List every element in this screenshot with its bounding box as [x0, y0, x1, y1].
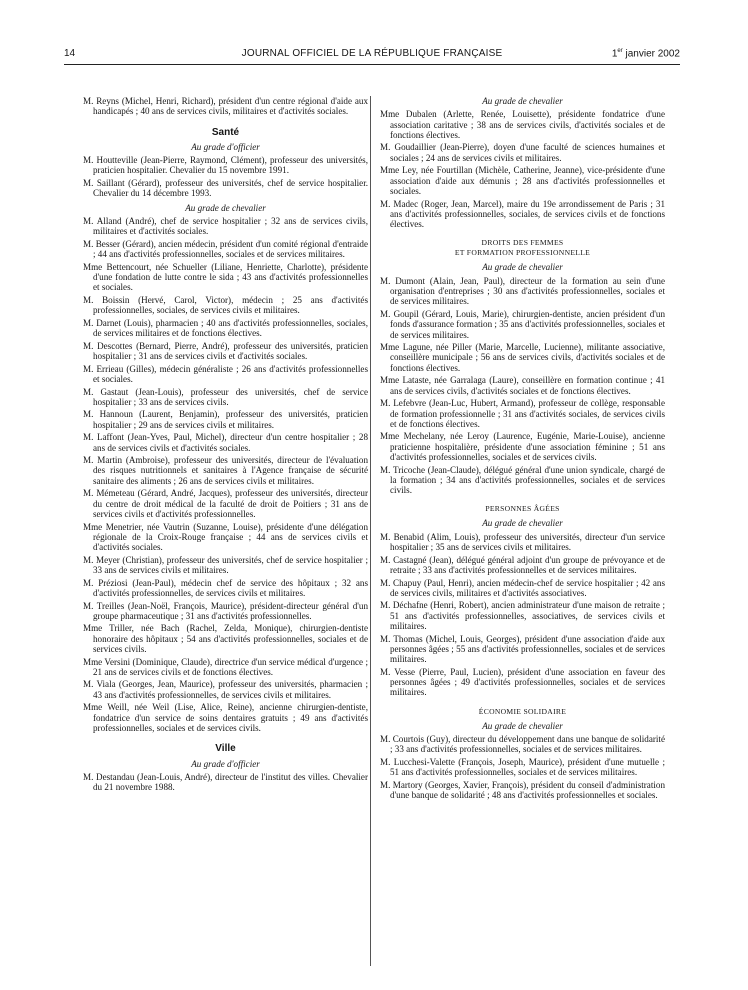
right-column — [380, 96, 665, 803]
honoree-entry: M. Saillant (Gérard), professeur des universités, chef de service hospitalier. Chevalier du 14 décembre 1993. — [83, 178, 368, 199]
subsection-heading-line: ET FORMATION PROFESSIONNELLE — [454, 248, 591, 258]
grade-heading: Au grade de chevalier — [185, 202, 266, 213]
grade-heading: Au grade de chevalier — [482, 96, 563, 106]
journal-title: JOURNAL OFFICIEL DE LA RÉPUBLIQUE FRANÇAISE — [241, 48, 503, 59]
honoree-entry: M. Dumont (Alain, Jean, Paul), directeur de la formation au sein d'une organisation d'entreprises ; 30 ans d'activités professionnelles, sociales et de services militaires. — [380, 275, 665, 307]
honoree-entry: Mme Ley, née Fourtillan (Michèle, Catherine, Jeanne), vice-présidente d'une association d'aide aux démunis ; 28 ans d'activités professionnelles et sociales. — [380, 165, 665, 196]
subsection-heading-line: ÉCONOMIE SOLIDAIRE — [478, 706, 567, 716]
header-rule — [64, 64, 680, 65]
honoree-entry: M. Martin (Ambroise), professeur des universités, directeur de l'évaluation des risques nutritionnels et sanitaires à l'Agence française de sécurité sanitaire des aliments ; 26 ans de services civils et militaires. — [83, 455, 368, 486]
subsection-heading-line: PERSONNES ÂGÉES — [485, 504, 560, 514]
honoree-entry: M. Descottes (Bernard, Pierre, André), professeur des universités, praticien hospitalier ; 31 ans de services civils et d'activités sociales. — [83, 340, 368, 362]
honoree-entry: M. Chapuy (Paul, Henri), ancien médecin-chef de service hospitalier ; 42 ans de services civils, militaires et d'activités associatives. — [380, 577, 665, 598]
honoree-entry: M. Tricoche (Jean-Claude), délégué général d'une union syndicale, chargé de la formation ; 34 ans d'activités professionnelles, sociales et de services civils. — [380, 464, 665, 496]
honoree-entry: M. Besser (Gérard), ancien médecin, président d'un comité régional d'entraide ; 44 ans d'activités professionnelles, sociales et de services militaires. — [83, 238, 368, 260]
honoree-entry: M. Déchafne (Henri, Robert), ancien administrateur d'une maison de retraite ; 51 ans d'activités professionnelles, associatives, de services civils et militaires. — [380, 600, 665, 632]
honoree-entry: M. Boissin (Hervé, Carol, Victor), médecin ; 25 ans d'activités professionnelles, sociales, de services civils et militaires. — [83, 294, 368, 316]
honoree-entry: Mme Mechelany, née Leroy (Laurence, Eugénie, Marie-Louise), ancienne praticienne hospitalière, présidente d'une association féminine ; 51 ans d'activités professionnelles, sociales et de services civils. — [380, 431, 665, 462]
grade-heading: Au grade d'officier — [191, 758, 260, 769]
grade-heading: Au grade d'officier — [191, 141, 260, 152]
subsection-heading — [380, 504, 665, 514]
section-heading: Ville — [215, 743, 236, 755]
page-number: 14 — [64, 48, 76, 59]
left-column — [83, 96, 368, 795]
subsection-heading — [380, 707, 665, 717]
honoree-entry: M. Vesse (Pierre, Paul, Lucien), président d'une association en faveur des personnes âgées ; 49 d'activités professionnelles, sociales et de services militaires. — [380, 666, 665, 698]
honoree-entry: M. Castagné (Jean), délégué général adjoint d'un groupe de prévoyance et de retraite ; 33 ans d'activités professionnelles et de services militaires. — [380, 554, 665, 575]
subsection-heading — [380, 238, 665, 258]
honoree-entry: M. Laffont (Jean-Yves, Paul, Michel), directeur d'un centre hospitalier ; 28 ans de services civils et d'activités sociales. — [83, 432, 368, 453]
honoree-entry: M. Goudaillier (Jean-Pierre), doyen d'une faculté de sciences humaines et sociales ; 24 ans de services civils et militaires. — [380, 142, 665, 163]
subsection-heading-line: DROITS DES FEMMES — [481, 238, 564, 248]
honoree-entry: M. Reyns (Michel, Henri, Richard), président d'un centre régional d'aide aux handicapés ; 40 ans de services civils, militaires et d'activités sociales. — [83, 96, 368, 117]
honoree-entry: M. Lucchesi-Valette (François, Joseph, Maurice), président d'une mutuelle ; 51 ans d'activités professionnelles, sociales et de services militaires. — [380, 756, 665, 778]
honoree-entry: M. Viala (Georges, Jean, Maurice), professeur des universités, pharmacien ; 43 ans d'activités professionnelles, de services civils et militaires. — [83, 679, 368, 700]
honoree-entry: Mme Versini (Dominique, Claude), directrice d'un service médical d'urgence ; 21 ans de services civils et de fonctions électives. — [83, 656, 368, 677]
honoree-entry: M. Lefebvre (Jean-Luc, Hubert, Armand), professeur de collège, responsable de formation professionnelle ; 31 ans d'activités sociales, de services civils et de fonctions électives. — [380, 398, 665, 429]
page-header — [64, 48, 680, 62]
honoree-entry: M. Darnet (Louis), pharmacien ; 40 ans d'activités professionnelles, sociales, de services militaires et de fonctions électives. — [83, 317, 368, 339]
honoree-entry: M. Courtois (Guy), directeur du développement dans une banque de solidarité ; 33 ans d'activités professionnelles, sociales et de services militaires. — [380, 734, 665, 755]
honoree-entry: M. Martory (Georges, Xavier, François), président du conseil d'administration d'une banque de solidarité ; 48 ans d'activités professionnelles et sociales. — [380, 779, 665, 801]
honoree-entry: M. Thomas (Michel, Louis, Georges), président d'une association d'aide aux personnes âgées ; 55 ans d'activités professionnelles, sociales et de services militaires. — [380, 633, 665, 665]
honoree-entry: M. Meyer (Christian), professeur des universités, chef de service hospitalier ; 33 ans de services civils et militaires. — [83, 554, 368, 576]
grade-heading: Au grade de chevalier — [482, 518, 563, 529]
honoree-entry: M. Madec (Roger, Jean, Marcel), maire du 19e arrondissement de Paris ; 31 ans d'activités professionnelles, sociales, de services civils et de fonctions électives. — [380, 198, 665, 230]
honoree-entry: M. Goupil (Gérard, Louis, Marie), chirurgien-dentiste, ancien président d'un fonds d'assurance formation ; 35 ans d'activités professionnelles, sociales et de services militaires. — [380, 308, 666, 340]
grade-heading: Au grade de chevalier — [482, 720, 563, 731]
honoree-entry: M. Destandau (Jean-Louis, André), directeur de l'institut des villes. Chevalier du 21 novembre 1988. — [83, 771, 368, 793]
honoree-entry: M. Préziosi (Jean-Paul), médecin chef de service des hôpitaux ; 32 ans d'activités professionnelles, de services civils et militaires. — [83, 577, 368, 598]
honoree-entry: Mme Lataste, née Garralaga (Laure), conseillère en formation continue ; 41 ans de services civils, d'activités sociales et de fonctions électives. — [380, 375, 665, 396]
issue-date — [612, 48, 680, 59]
section-heading: Santé — [211, 126, 240, 138]
column-divider — [370, 96, 371, 966]
grade-heading: Au grade de chevalier — [482, 262, 563, 273]
honoree-entry: M. Gastaut (Jean-Louis), professeur des universités, chef de service hospitalier ; 33 ans de services civils. — [83, 386, 368, 407]
issue-date-day: 1 — [611, 48, 618, 60]
honoree-entry: M. Benabid (Alim, Louis), professeur des universités, directeur d'un service hospitalier ; 35 ans de services civils et militaires. — [380, 531, 665, 553]
honoree-entry: M. Treilles (Jean-Noël, François, Maurice), président-directeur général d'un groupe pharmaceutique ; 31 ans d'activités professionnelles. — [83, 600, 368, 621]
honoree-entry: M. Alland (André), chef de service hospitalier ; 32 ans de services civils, militaires et d'activités sociales. — [83, 215, 368, 237]
honoree-entry: M. Houtteville (Jean-Pierre, Raymond, Clément), professeur des universités, praticien hospitalier. Chevalier du 15 novembre 1991. — [83, 155, 368, 176]
honoree-entry: Mme Weill, née Weil (Lise, Alice, Reine), ancienne chirurgien-dentiste, fondatrice d'un service de soins dentaires gratuits ; 49 ans d'activités professionnelles, sociales et de services civils. — [83, 702, 368, 733]
honoree-entry: Mme Triller, née Bach (Rachel, Zelda, Monique), chirurgien-dentiste honoraire des hôpitaux ; 54 ans d'activités professionnelles, sociales et de services civils. — [83, 623, 368, 654]
issue-date-rest: janvier 2002 — [622, 48, 680, 60]
honoree-entry: Mme Bettencourt, née Schueller (Liliane, Henriette, Charlotte), présidente d'une fondation de lutte contre le sida ; 43 ans d'activités professionnelles et sociales. — [83, 261, 368, 293]
honoree-entry: M. Errieau (Gilles), médecin généraliste ; 26 ans d'activités professionnelles et sociales. — [83, 363, 368, 384]
issue-date-suffix: er — [617, 48, 623, 54]
honoree-entry: Mme Menetrier, née Vautrin (Suzanne, Louise), présidente d'une délégation régionale de la Croix-Rouge française ; 44 ans de services civils et d'activités sociales. — [83, 521, 368, 553]
honoree-entry: M. Hannoun (Laurent, Benjamin), professeur des universités, praticien hospitalier ; 29 ans de services civils et militaires. — [83, 409, 368, 430]
honoree-entry: Mme Lagune, née Piller (Marie, Marcelle, Lucienne), militante associative, conseillère municipale ; 56 ans de services civils, d'activités sociales et de fonctions électives. — [380, 342, 665, 373]
honoree-entry: M. Mémeteau (Gérard, André, Jacques), professeur des universités, directeur du centre de droit médical de la faculté de droit de Poitiers ; 31 ans de services civils et d'activités professionnelles. — [83, 488, 368, 519]
honoree-entry: Mme Dubalen (Arlette, Renée, Louisette), présidente fondatrice d'une association caritative ; 38 ans de services civils, d'activités sociales et de fonctions électives. — [380, 109, 665, 140]
